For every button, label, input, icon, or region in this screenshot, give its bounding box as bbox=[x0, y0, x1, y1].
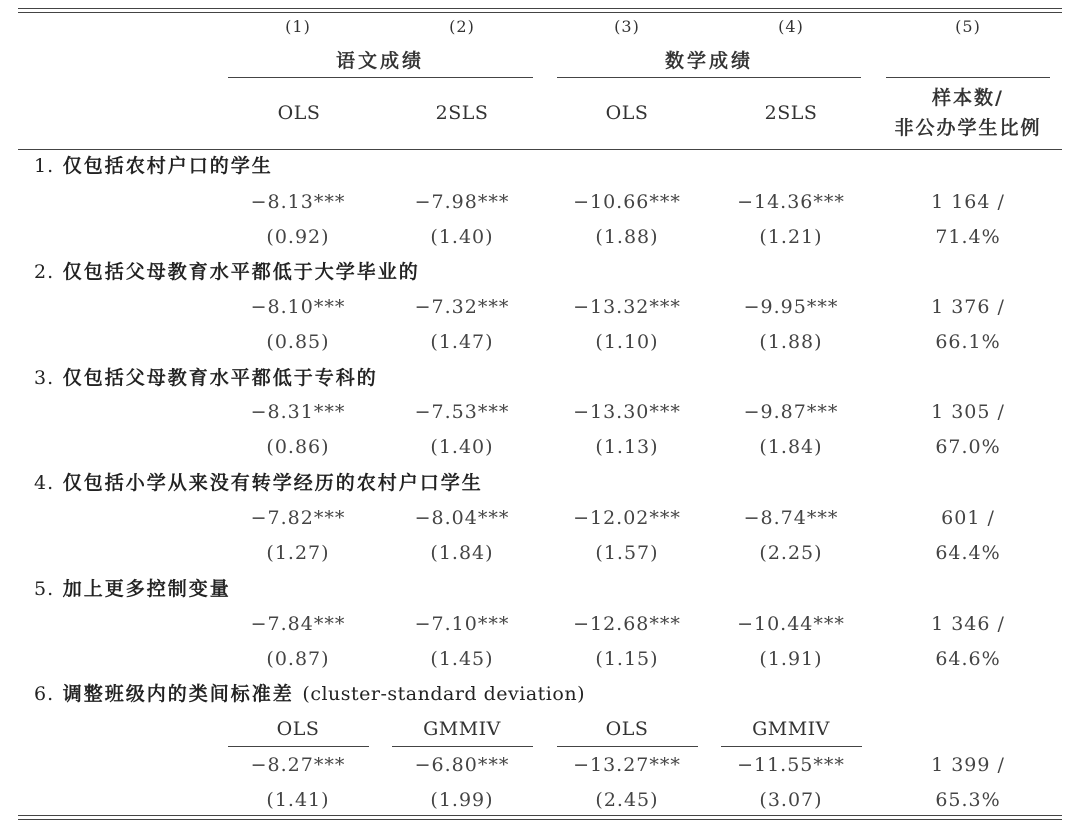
coef-cell: −10.66*** bbox=[573, 191, 681, 213]
se-cell: (1.88) bbox=[759, 331, 823, 353]
section-1-title bbox=[34, 154, 273, 178]
coef-cell: −13.27*** bbox=[573, 754, 681, 776]
group-underline-math bbox=[557, 77, 861, 78]
se-cell: (1.15) bbox=[595, 648, 659, 670]
se-cell: (2.45) bbox=[595, 789, 659, 811]
se-cell: (2.25) bbox=[759, 542, 823, 564]
method-header-3: OLS bbox=[605, 102, 649, 124]
sample-pct-cell: 66.1% bbox=[935, 331, 1001, 353]
sample-n-cell: 1 305 / bbox=[931, 401, 1005, 423]
method-header-s6-2: GMMIV bbox=[423, 718, 501, 740]
sample-header-line2: 非公办学生比例 bbox=[894, 117, 1042, 139]
sample-header-line1: 样本数/ bbox=[932, 87, 1004, 109]
method-header-s6-4: GMMIV bbox=[752, 718, 830, 740]
coef-cell: −8.04*** bbox=[414, 507, 510, 529]
coef-cell: −7.98*** bbox=[414, 191, 510, 213]
col-number-1: (1) bbox=[285, 17, 311, 36]
section-title-text: 仅包括小学从来没有转学经历的农村户口学生 bbox=[62, 472, 483, 494]
method-underline-s6-4 bbox=[721, 746, 862, 747]
coef-cell: −8.27*** bbox=[250, 754, 346, 776]
section-2-title bbox=[34, 260, 420, 284]
section-number: 4. bbox=[34, 472, 55, 494]
section-4-title bbox=[34, 471, 483, 495]
se-cell: (1.84) bbox=[430, 542, 494, 564]
sample-n-cell: 1 346 / bbox=[931, 613, 1005, 635]
coef-cell: −7.10*** bbox=[414, 613, 510, 635]
se-cell: (1.45) bbox=[430, 648, 494, 670]
section-title-paren: (cluster-standard deviation) bbox=[302, 683, 585, 705]
section-number: 6. bbox=[34, 683, 55, 705]
method-underline-s6-3 bbox=[557, 746, 698, 747]
sample-pct-cell: 67.0% bbox=[935, 436, 1001, 458]
coef-cell: −7.82*** bbox=[250, 507, 346, 529]
se-cell: (3.07) bbox=[759, 789, 823, 811]
se-cell: (1.13) bbox=[595, 436, 659, 458]
coef-cell: −12.02*** bbox=[573, 507, 681, 529]
coef-cell: −6.80*** bbox=[414, 754, 510, 776]
se-cell: (1.40) bbox=[430, 226, 494, 248]
section-title-text: 加上更多控制变量 bbox=[62, 578, 231, 600]
coef-cell: −11.55*** bbox=[737, 754, 845, 776]
se-cell: (1.47) bbox=[430, 331, 494, 353]
method-header-s6-1: OLS bbox=[276, 718, 320, 740]
coef-cell: −10.44*** bbox=[737, 613, 845, 635]
se-cell: (0.87) bbox=[266, 648, 330, 670]
sample-n-cell: 1 164 / bbox=[931, 191, 1005, 213]
coef-cell: −8.13*** bbox=[250, 191, 346, 213]
coef-cell: −12.68*** bbox=[573, 613, 681, 635]
se-cell: (1.10) bbox=[595, 331, 659, 353]
sample-n-cell: 1 376 / bbox=[931, 296, 1005, 318]
bottom-rule bbox=[18, 819, 1062, 820]
method-header-2: 2SLS bbox=[435, 102, 489, 124]
col-number-5: (5) bbox=[955, 17, 981, 36]
header-rule bbox=[18, 149, 1062, 150]
se-cell: (1.21) bbox=[759, 226, 823, 248]
section-title-text: 仅包括父母教育水平都低于专科的 bbox=[62, 367, 378, 389]
coef-cell: −7.53*** bbox=[414, 401, 510, 423]
sample-n-cell: 1 399 / bbox=[931, 754, 1005, 776]
sample-pct-cell: 64.4% bbox=[935, 542, 1001, 564]
se-cell: (1.84) bbox=[759, 436, 823, 458]
section-number: 5. bbox=[34, 578, 55, 600]
coef-cell: −9.87*** bbox=[743, 401, 839, 423]
method-header-s6-3: OLS bbox=[605, 718, 649, 740]
group-header-math: 数学成绩 bbox=[664, 50, 754, 72]
se-cell: (1.41) bbox=[266, 789, 330, 811]
se-cell: (0.85) bbox=[266, 331, 330, 353]
col-number-4: (4) bbox=[778, 17, 804, 36]
sample-pct-cell: 64.6% bbox=[935, 648, 1001, 670]
sample-pct-cell: 65.3% bbox=[935, 789, 1001, 811]
col-number-2: (2) bbox=[449, 17, 475, 36]
se-cell: (0.92) bbox=[266, 226, 330, 248]
se-cell: (1.27) bbox=[266, 542, 330, 564]
section-5-title bbox=[34, 577, 231, 601]
group-header-chinese: 语文成绩 bbox=[335, 50, 425, 72]
coef-cell: −9.95*** bbox=[743, 296, 839, 318]
section-number: 1. bbox=[34, 155, 55, 177]
section-number: 3. bbox=[34, 367, 55, 389]
section-title-text: 仅包括父母教育水平都低于大学毕业的 bbox=[62, 261, 420, 283]
group-underline-chinese bbox=[228, 77, 533, 78]
method-underline-s6-1 bbox=[228, 746, 369, 747]
coef-cell: −14.36*** bbox=[737, 191, 845, 213]
se-cell: (1.99) bbox=[430, 789, 494, 811]
col-number-3: (3) bbox=[614, 17, 640, 36]
se-cell: (1.91) bbox=[759, 648, 823, 670]
top-rule-inner bbox=[18, 12, 1062, 13]
method-underline-s6-2 bbox=[392, 746, 533, 747]
se-cell: (0.86) bbox=[266, 436, 330, 458]
section-number: 2. bbox=[34, 261, 55, 283]
coef-cell: −7.84*** bbox=[250, 613, 346, 635]
coef-cell: −8.74*** bbox=[743, 507, 839, 529]
se-cell: (1.88) bbox=[595, 226, 659, 248]
section-title-text: 调整班级内的类间标准差 bbox=[62, 683, 294, 705]
coef-cell: −13.32*** bbox=[573, 296, 681, 318]
section-3-title bbox=[34, 366, 378, 390]
section-6-title bbox=[34, 682, 585, 706]
coef-cell: −8.31*** bbox=[250, 401, 346, 423]
sample-pct-cell: 71.4% bbox=[935, 226, 1001, 248]
se-cell: (1.57) bbox=[595, 542, 659, 564]
se-cell: (1.40) bbox=[430, 436, 494, 458]
coef-cell: −7.32*** bbox=[414, 296, 510, 318]
bottom-rule-inner bbox=[18, 815, 1062, 816]
method-header-1: OLS bbox=[277, 102, 321, 124]
top-rule bbox=[18, 8, 1062, 9]
coef-cell: −8.10*** bbox=[250, 296, 346, 318]
sample-underline bbox=[886, 77, 1050, 78]
coef-cell: −13.30*** bbox=[573, 401, 681, 423]
sample-n-cell: 601 / bbox=[941, 507, 995, 529]
method-header-4: 2SLS bbox=[764, 102, 818, 124]
section-title-text: 仅包括农村户口的学生 bbox=[62, 155, 273, 177]
